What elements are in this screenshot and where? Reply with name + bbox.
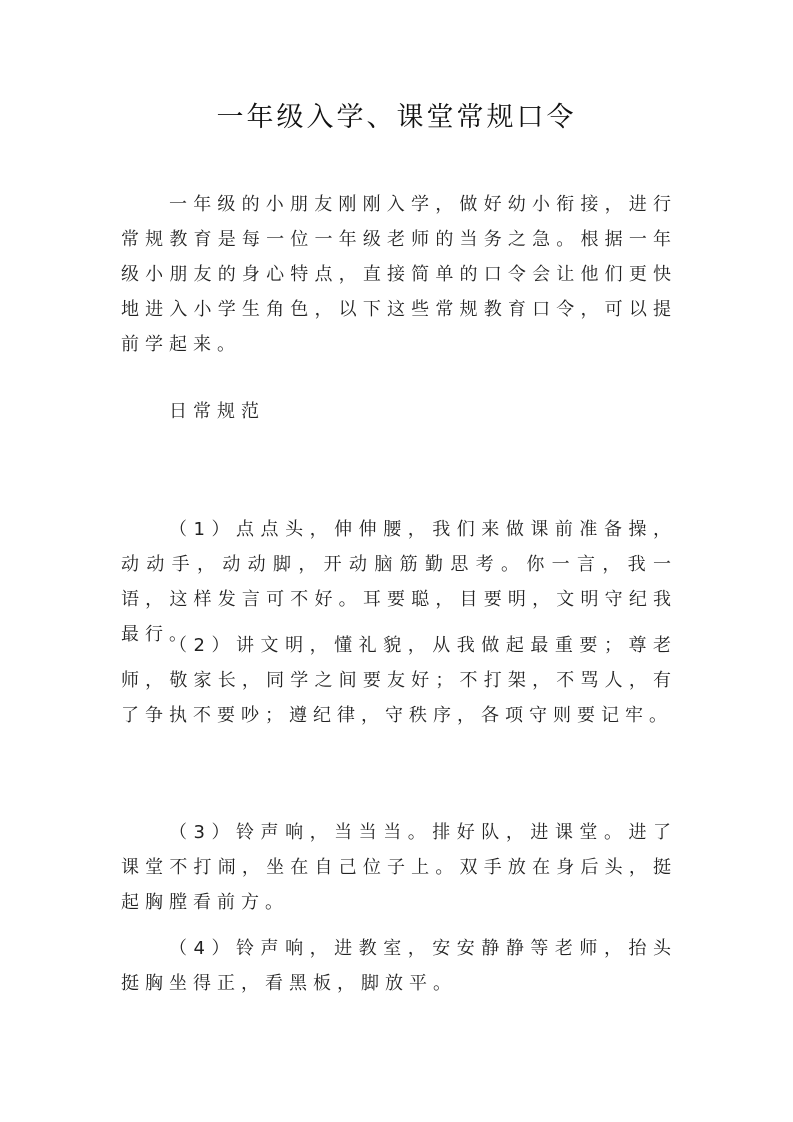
rule-item-3 (121, 815, 677, 920)
intro-paragraph: 一年级的小朋友刚刚入学，做好幼小衔接，进行常规教育是每一位一年级老师的当务之急。根据一年级小朋友的身心特点，直接简单的口令会让他们更快地进入小学生角色，以下这些常规教育口令，可以提前学起来。 (121, 194, 677, 355)
section-heading: 日常规范 (169, 401, 265, 422)
rule-item-text: （2）讲文明，懂礼貌，从我做起最重要；尊老师，敬家长，同学之间要友好；不打架，不骂人，有了争执不要吵；遵纪律，守秩序，各项守则要记牢。 (121, 635, 677, 726)
section-heading-block (121, 394, 677, 429)
rule-item-2 (121, 628, 677, 733)
rule-item-4 (121, 931, 677, 1001)
document-title: 一年级入学、课堂常规口令 (216, 102, 577, 133)
intro-paragraph-block (121, 187, 677, 362)
rule-item-text: （4）铃声响，进教室，安安静静等老师，抬头挺胸坐得正，看黑板，脚放平。 (121, 938, 677, 994)
rule-item-text: （1）点点头，伸伸腰，我们来做课前准备操，动动手，动动脚，开动脑筋勤思考。你一言，我一语，这样发言可不好。耳要聪，目要明，文明守纪我最行。 (121, 519, 677, 645)
rule-item-text: （3）铃声响，当当当。排好队，进课堂。进了课堂不打闹，坐在自己位子上。双手放在身后头，挺起胸膛看前方。 (121, 822, 677, 913)
